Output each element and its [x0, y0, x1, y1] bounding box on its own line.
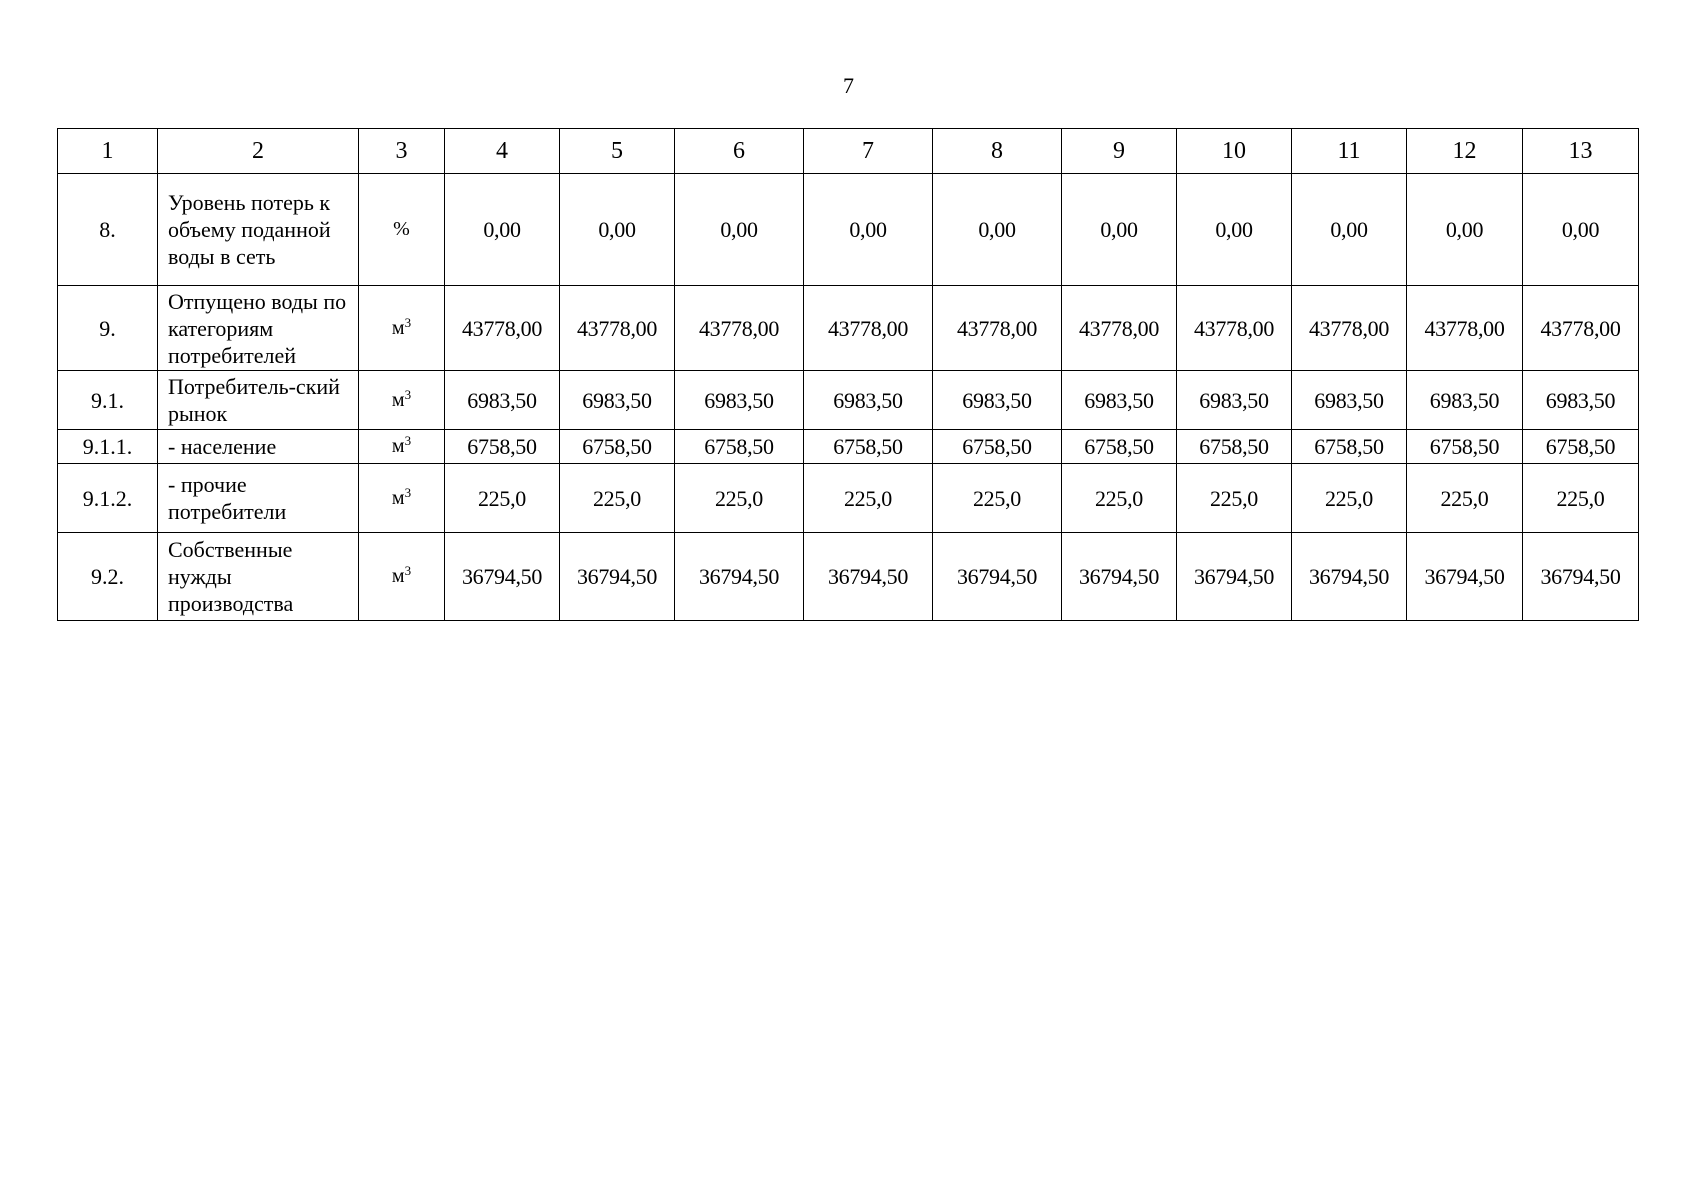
row-unit	[359, 286, 445, 371]
value-cell: 0,00	[1523, 174, 1639, 286]
row-indicator-name: Отпущено воды по категориям потребителей	[158, 286, 359, 371]
value-cell: 225,0	[1062, 464, 1177, 533]
value-cell: 225,0	[804, 464, 933, 533]
value-cell: 6758,50	[1292, 430, 1407, 464]
unit-superscript: 3	[404, 314, 412, 330]
table-row	[58, 464, 1639, 533]
value-cell: 43778,00	[933, 286, 1062, 371]
value-cell: 6983,50	[1407, 371, 1523, 430]
column-header: 6	[675, 129, 804, 174]
value-cell: 0,00	[560, 174, 675, 286]
row-indicator-name: Потребитель-ский рынок	[158, 371, 359, 430]
table-row	[58, 533, 1639, 621]
value-cell: 6983,50	[1062, 371, 1177, 430]
value-cell: 6983,50	[933, 371, 1062, 430]
value-cell: 225,0	[933, 464, 1062, 533]
value-cell: 43778,00	[675, 286, 804, 371]
value-cell: 36794,50	[560, 533, 675, 621]
unit-superscript: 3	[404, 433, 412, 448]
value-cell: 36794,50	[675, 533, 804, 621]
value-cell: 6758,50	[804, 430, 933, 464]
row-number: 9.	[58, 286, 158, 371]
data-table	[57, 128, 1639, 621]
value-cell: 6758,50	[445, 430, 560, 464]
row-number: 9.1.2.	[58, 464, 158, 533]
row-unit	[359, 464, 445, 533]
row-number: 9.1.1.	[58, 430, 158, 464]
row-unit	[359, 174, 445, 286]
unit-superscript: 3	[404, 563, 412, 578]
value-cell: 0,00	[445, 174, 560, 286]
value-cell: 0,00	[1177, 174, 1292, 286]
value-cell: 6758,50	[675, 430, 804, 464]
row-number: 9.1.	[58, 371, 158, 430]
value-cell: 6983,50	[1177, 371, 1292, 430]
row-number: 9.2.	[58, 533, 158, 621]
column-header: 11	[1292, 129, 1407, 174]
table-row	[58, 371, 1639, 430]
value-cell: 0,00	[1407, 174, 1523, 286]
column-header: 3	[359, 129, 445, 174]
value-cell: 43778,00	[1062, 286, 1177, 371]
unit-base: м	[391, 388, 405, 411]
unit-base: м	[391, 486, 405, 509]
unit-base: м	[391, 435, 405, 457]
row-unit	[359, 430, 445, 464]
value-cell: 6758,50	[1523, 430, 1639, 464]
table-row	[58, 174, 1639, 286]
row-indicator-name: - прочие потребители	[158, 464, 359, 533]
column-header: 12	[1407, 129, 1523, 174]
value-cell: 225,0	[1177, 464, 1292, 533]
value-cell: 0,00	[1292, 174, 1407, 286]
column-header: 4	[445, 129, 560, 174]
value-cell: 36794,50	[1177, 533, 1292, 621]
value-cell: 43778,00	[445, 286, 560, 371]
value-cell: 6983,50	[1523, 371, 1639, 430]
value-cell: 6983,50	[675, 371, 804, 430]
row-unit	[359, 371, 445, 430]
column-header: 1	[58, 129, 158, 174]
unit-base: %	[393, 218, 410, 240]
table-row	[58, 430, 1639, 464]
value-cell: 36794,50	[933, 533, 1062, 621]
value-cell: 6758,50	[1177, 430, 1292, 464]
unit-superscript: 3	[404, 386, 412, 402]
value-cell: 43778,00	[1292, 286, 1407, 371]
page-number: 7	[843, 73, 854, 98]
value-cell: 43778,00	[560, 286, 675, 371]
column-header: 10	[1177, 129, 1292, 174]
column-header: 13	[1523, 129, 1639, 174]
value-cell: 6983,50	[1292, 371, 1407, 430]
row-indicator-name: Собственные нужды производства	[158, 533, 359, 621]
value-cell: 43778,00	[1523, 286, 1639, 371]
value-cell: 36794,50	[1292, 533, 1407, 621]
value-cell: 6758,50	[1407, 430, 1523, 464]
value-cell: 0,00	[1062, 174, 1177, 286]
value-cell: 43778,00	[1407, 286, 1523, 371]
value-cell: 225,0	[1523, 464, 1639, 533]
value-cell: 36794,50	[804, 533, 933, 621]
value-cell: 6983,50	[804, 371, 933, 430]
value-cell: 43778,00	[1177, 286, 1292, 371]
value-cell: 225,0	[560, 464, 675, 533]
column-header: 8	[933, 129, 1062, 174]
value-cell: 225,0	[1407, 464, 1523, 533]
value-cell: 6758,50	[1062, 430, 1177, 464]
unit-base: м	[391, 565, 405, 587]
value-cell: 6983,50	[560, 371, 675, 430]
value-cell: 6758,50	[560, 430, 675, 464]
row-unit	[359, 533, 445, 621]
unit-superscript: 3	[404, 484, 412, 500]
value-cell: 225,0	[1292, 464, 1407, 533]
value-cell: 36794,50	[1523, 533, 1639, 621]
value-cell: 225,0	[445, 464, 560, 533]
value-cell: 6758,50	[933, 430, 1062, 464]
column-header: 5	[560, 129, 675, 174]
value-cell: 43778,00	[804, 286, 933, 371]
table-row	[58, 286, 1639, 371]
column-header: 2	[158, 129, 359, 174]
column-header: 9	[1062, 129, 1177, 174]
row-indicator-name: - население	[158, 430, 359, 464]
value-cell: 0,00	[804, 174, 933, 286]
value-cell: 36794,50	[1062, 533, 1177, 621]
value-cell: 0,00	[933, 174, 1062, 286]
row-indicator-name: Уровень потерь к объему поданной воды в сеть	[158, 174, 359, 286]
column-header: 7	[804, 129, 933, 174]
value-cell: 0,00	[675, 174, 804, 286]
header-row	[58, 129, 1639, 174]
unit-base: м	[391, 316, 405, 339]
value-cell: 36794,50	[1407, 533, 1523, 621]
row-number: 8.	[58, 174, 158, 286]
value-cell: 225,0	[675, 464, 804, 533]
value-cell: 6983,50	[445, 371, 560, 430]
value-cell: 36794,50	[445, 533, 560, 621]
